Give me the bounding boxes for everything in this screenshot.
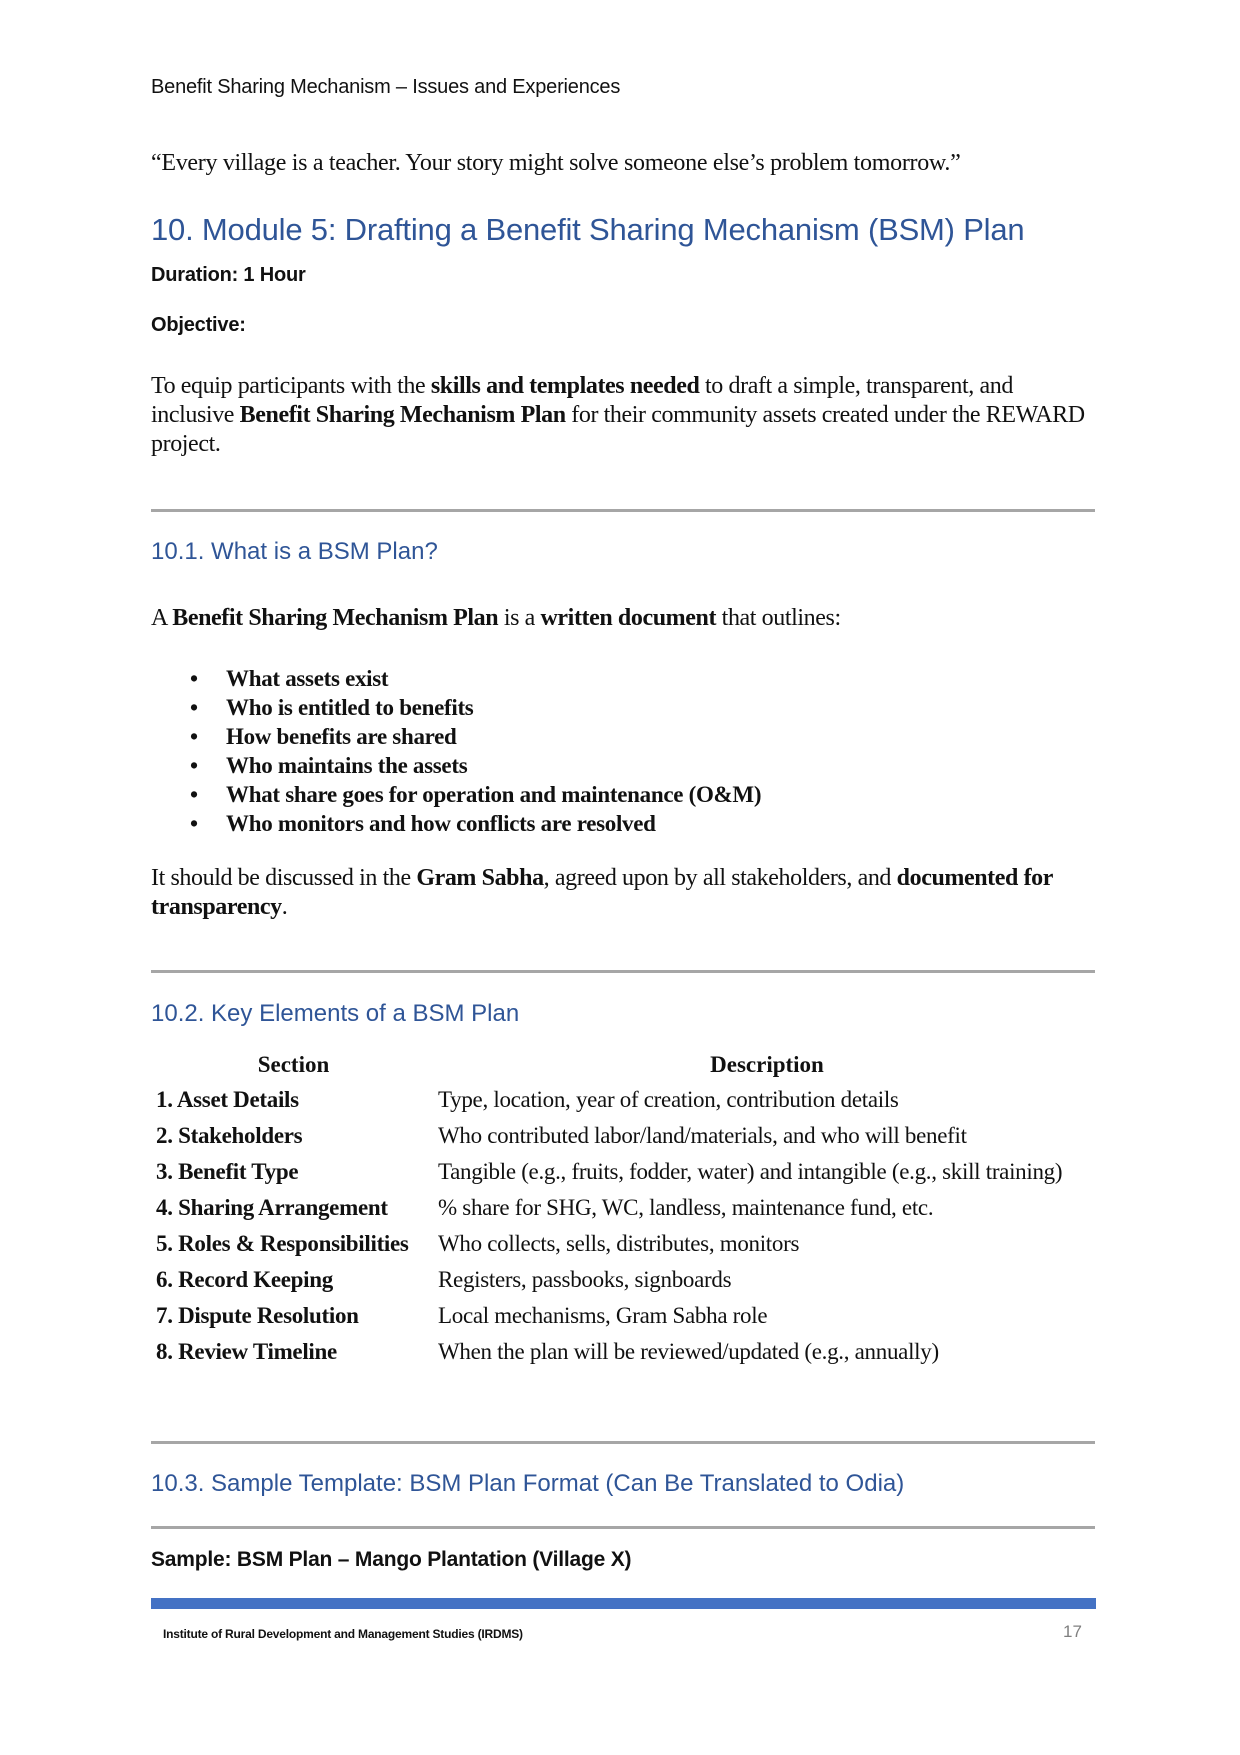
footer-institute: Institute of Rural Development and Management Studies (IRDMS) xyxy=(163,1627,523,1641)
text-run: , agreed upon by all stakeholders, and xyxy=(543,865,897,891)
list-item xyxy=(190,664,761,693)
duration-label: Duration: 1 Hour xyxy=(151,264,306,286)
bullet-icon: • xyxy=(190,666,198,691)
table-row xyxy=(151,1118,1098,1154)
bsm-intro-paragraph xyxy=(151,604,1101,633)
objective-label: Objective: xyxy=(151,314,246,336)
description-cell: Tangible (e.g., fruits, fodder, water) and intangible (e.g., skill training) xyxy=(438,1159,1063,1184)
table-row xyxy=(151,1082,1098,1118)
running-header: Benefit Sharing Mechanism – Issues and Experiences xyxy=(151,76,621,98)
section-cell: 3. Benefit Type xyxy=(156,1159,299,1184)
table-row xyxy=(151,1226,1098,1262)
text-run-bold: Benefit Sharing Mechanism Plan xyxy=(172,605,499,631)
bullet-icon: • xyxy=(190,782,198,807)
bullet-icon: • xyxy=(190,811,198,836)
section-divider xyxy=(151,1441,1095,1444)
list-item-text: What share goes for operation and maintenance (O&M) xyxy=(226,782,762,807)
description-cell: Local mechanisms, Gram Sabha role xyxy=(438,1303,768,1328)
objective-paragraph xyxy=(151,372,1096,459)
list-item-text: What assets exist xyxy=(226,666,389,691)
quote: “Every village is a teacher. Your story might solve someone else’s problem tomorrow.” xyxy=(151,150,961,176)
section-divider xyxy=(151,509,1095,512)
section-divider xyxy=(151,970,1095,973)
key-elements-table xyxy=(151,1048,1098,1370)
text-run: to draft a simple, transparent, and inclusive xyxy=(151,373,1013,428)
text-run-bold: Benefit Sharing Mechanism Plan xyxy=(239,402,566,428)
description-cell: Type, location, year of creation, contribution details xyxy=(438,1087,899,1112)
table-row xyxy=(151,1190,1098,1226)
list-item xyxy=(190,780,761,809)
section-cell: 5. Roles & Responsibilities xyxy=(156,1231,409,1256)
list-item-text: How benefits are shared xyxy=(226,724,457,749)
description-cell: Registers, passbooks, signboards xyxy=(438,1267,732,1292)
section-heading-10-2: 10.2. Key Elements of a BSM Plan xyxy=(151,1000,520,1027)
list-item xyxy=(190,693,761,722)
section-cell: 7. Dispute Resolution xyxy=(156,1303,359,1328)
section-divider xyxy=(151,1526,1095,1529)
table-row xyxy=(151,1334,1098,1370)
text-run: for their community assets created under the REWARD project. xyxy=(151,402,1085,457)
text-run: is a xyxy=(498,605,541,631)
description-cell: % share for SHG, WC, landless, maintenance fund, etc. xyxy=(438,1195,934,1220)
section-cell: 2. Stakeholders xyxy=(156,1123,303,1148)
section-cell: 8. Review Timeline xyxy=(156,1339,337,1364)
table-row xyxy=(151,1154,1098,1190)
section-cell: 4. Sharing Arrangement xyxy=(156,1195,388,1220)
gram-sabha-paragraph xyxy=(151,864,1096,922)
table-row xyxy=(151,1298,1098,1334)
column-header-description: Description xyxy=(710,1052,824,1077)
list-item-text: Who maintains the assets xyxy=(226,753,468,778)
sample-plan-title: Sample: BSM Plan – Mango Plantation (Village X) xyxy=(151,1548,632,1571)
list-item xyxy=(190,722,761,751)
description-cell: When the plan will be reviewed/updated (e.g., annually) xyxy=(438,1339,939,1364)
description-cell: Who collects, sells, distributes, monitors xyxy=(438,1231,800,1256)
footer-bar xyxy=(151,1598,1096,1609)
column-header-section: Section xyxy=(257,1052,330,1077)
text-run-bold: Gram Sabha xyxy=(416,865,544,891)
description-cell: Who contributed labor/land/materials, and who will benefit xyxy=(438,1123,967,1148)
list-item-text: Who is entitled to benefits xyxy=(226,695,474,720)
bsm-outline-list xyxy=(190,664,761,838)
module-title: 10. Module 5: Drafting a Benefit Sharing Mechanism (BSM) Plan xyxy=(151,212,1025,247)
section-heading-10-1: 10.1. What is a BSM Plan? xyxy=(151,538,438,565)
text-run-bold: documented for transparency xyxy=(151,865,1053,920)
text-run: . xyxy=(281,894,288,920)
list-item xyxy=(190,751,761,780)
bullet-icon: • xyxy=(190,724,198,749)
table-header-row xyxy=(151,1048,1098,1082)
list-item-text: Who monitors and how conflicts are resolved xyxy=(226,811,656,836)
text-run: It should be discussed in the xyxy=(151,865,417,891)
section-cell: 1. Asset Details xyxy=(156,1087,299,1112)
text-run: that outlines: xyxy=(716,605,841,631)
section-cell: 6. Record Keeping xyxy=(156,1267,333,1292)
list-item xyxy=(190,809,761,838)
section-heading-10-3: 10.3. Sample Template: BSM Plan Format (Can Be Translated to Odia) xyxy=(151,1470,905,1497)
page-number: 17 xyxy=(1063,1622,1082,1641)
bullet-icon: • xyxy=(190,753,198,778)
text-run: To equip participants with the xyxy=(151,373,431,399)
bullet-icon: • xyxy=(190,695,198,720)
text-run-bold: skills and templates needed xyxy=(430,373,700,399)
text-run: A xyxy=(151,605,173,631)
table-row xyxy=(151,1262,1098,1298)
text-run-bold: written document xyxy=(540,605,717,631)
